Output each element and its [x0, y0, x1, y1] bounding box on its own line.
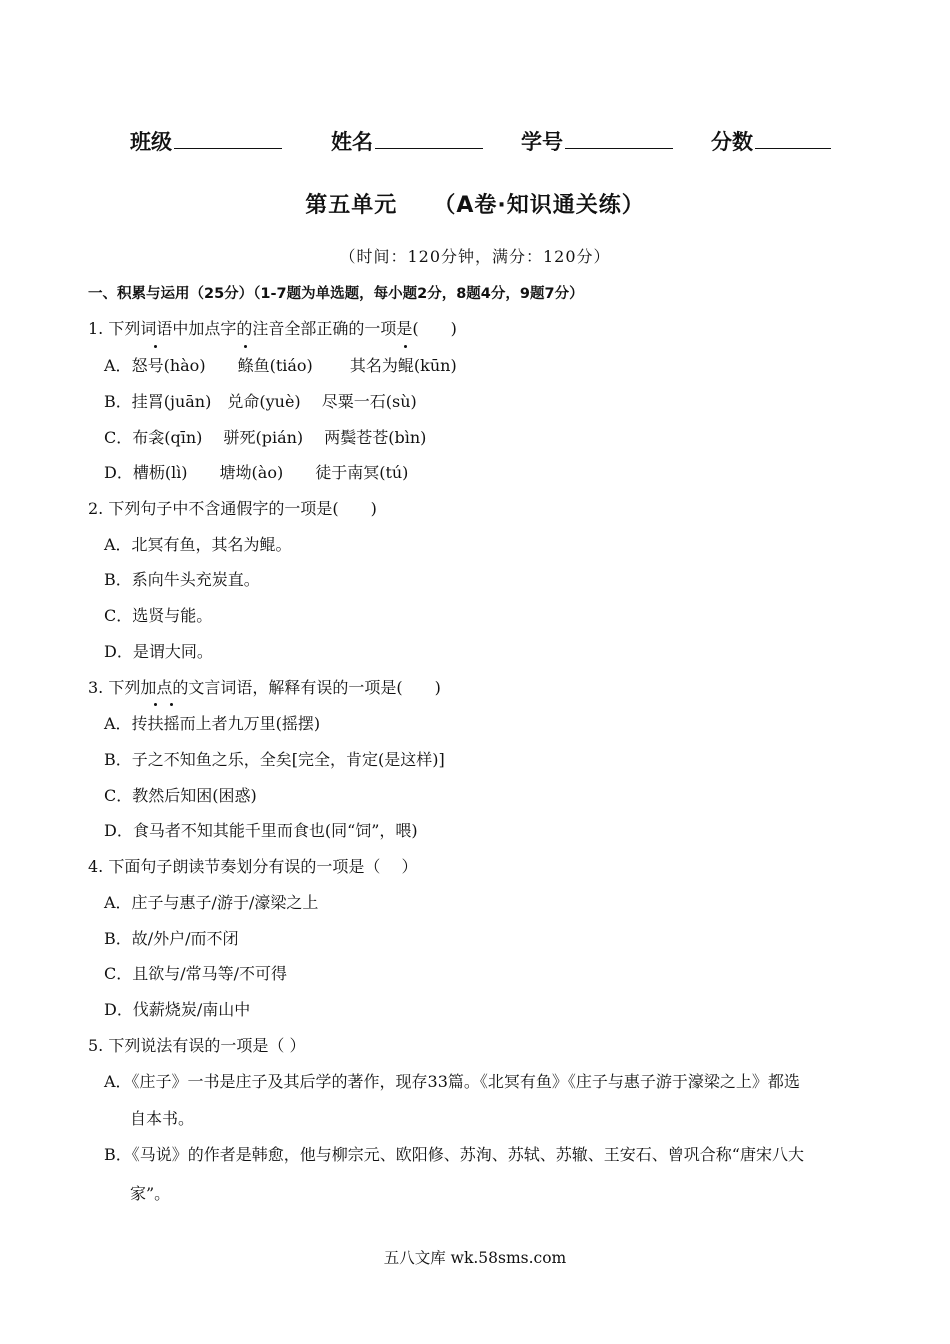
question-2-option-b: B．系向牛头充炭直。: [104, 570, 260, 589]
question-1-option-b: B．挂罥(juān) 兑命(yuè) 尽粟一石(sù): [104, 392, 417, 411]
footer-watermark: 五八文库 wk.58sms.com: [383, 1249, 567, 1267]
id-label: 学号: [521, 130, 563, 154]
question-3-option-b: B．子之不知鱼之乐，全矣[完全，肯定(是这样)]: [104, 750, 445, 769]
emphasis-dot-char: 鲦: [238, 353, 254, 376]
question-3-option-d: D．食马者不知其能千里而食也(同“饲”，喂): [104, 821, 418, 840]
emphasis-dot-char: 鲲: [398, 353, 414, 376]
question-1-option-d: D．槽枥(lì) 塘坳(ào) 徒于南冥(tú): [104, 463, 409, 482]
question-1-stem: 1. 下列词语中加点字的注音全部正确的一项是( ): [88, 319, 457, 338]
id-blank: [565, 124, 673, 149]
question-4-option-c: C．且欲与/常马等/不可得: [104, 964, 288, 983]
question-2-option-a: A．北冥有鱼，其名为鲲。: [104, 535, 292, 554]
class-blank: [174, 124, 282, 149]
question-4-option-d: D．伐薪烧炭/南山中: [104, 1000, 251, 1019]
question-2-option-d: D．是谓大同。: [104, 642, 213, 661]
name-field: [331, 124, 483, 156]
class-field: [130, 124, 282, 156]
emphasis-dot-char: 扶: [148, 711, 164, 734]
class-label: 班级: [130, 130, 172, 154]
emphasis-dot-char: 摇: [164, 711, 180, 734]
question-5-option-a-continued: 自本书。: [130, 1109, 195, 1128]
question-2-stem: 2. 下列句子中不含通假字的一项是( ): [88, 499, 377, 518]
question-1-option-c: C．布衾(qīn) 骈死(pián) 两鬓苍苍(bìn): [104, 428, 427, 447]
question-4-option-b: B．故/外户/而不闭: [104, 929, 239, 948]
title-sub: （A卷·知识通关练）: [433, 193, 645, 218]
question-2-option-c: C．选贤与能。: [104, 606, 213, 625]
question-4-stem: 4. 下面句子朗读节奏划分有误的一项是（ ）: [88, 857, 418, 876]
question-5-option-b-continued: 家”。: [130, 1184, 171, 1203]
name-label: 姓名: [331, 130, 373, 154]
time-note: （时间：120分钟，满分：120分）: [339, 247, 611, 266]
page-title: [0, 188, 950, 219]
title-main: 第五单元: [305, 193, 398, 218]
score-blank: [755, 124, 831, 149]
score-label: 分数: [711, 130, 753, 154]
question-3-stem: 3. 下列加点的文言词语，解释有误的一项是( ): [88, 678, 441, 697]
question-5-option-a: A．《庄子》一书是庄子及其后学的著作，现存33篇。《北冥有鱼》《庄子与惠子游于濠梁之上》都选: [104, 1072, 800, 1091]
emphasis-dot-char: 号: [148, 353, 164, 376]
id-field: [521, 124, 673, 156]
name-blank: [375, 124, 483, 149]
question-4-option-a: A．庄子与惠子/游于/濠梁之上: [104, 893, 319, 912]
question-5-option-b: B．《马说》的作者是韩愈，他与柳宗元、欧阳修、苏洵、苏轼、苏辙、王安石、曾巩合称“唐宋八大: [104, 1145, 804, 1164]
question-3-option-c: C．教然后知困(困惑): [104, 786, 257, 805]
question-1-option-a: A．怒号(hào) 鲦鱼(tiáo) 其名为鲲(kūn): [104, 353, 457, 376]
score-field: [711, 124, 831, 156]
question-3-option-a: A．抟扶摇而上者九万里(摇摆): [104, 711, 320, 734]
question-5-stem: 5. 下列说法有误的一项是（ ）: [88, 1036, 306, 1055]
section-heading: 一、积累与运用（25分）（1-7题为单选题，每小题2分，8题4分，9题7分）: [88, 286, 584, 302]
